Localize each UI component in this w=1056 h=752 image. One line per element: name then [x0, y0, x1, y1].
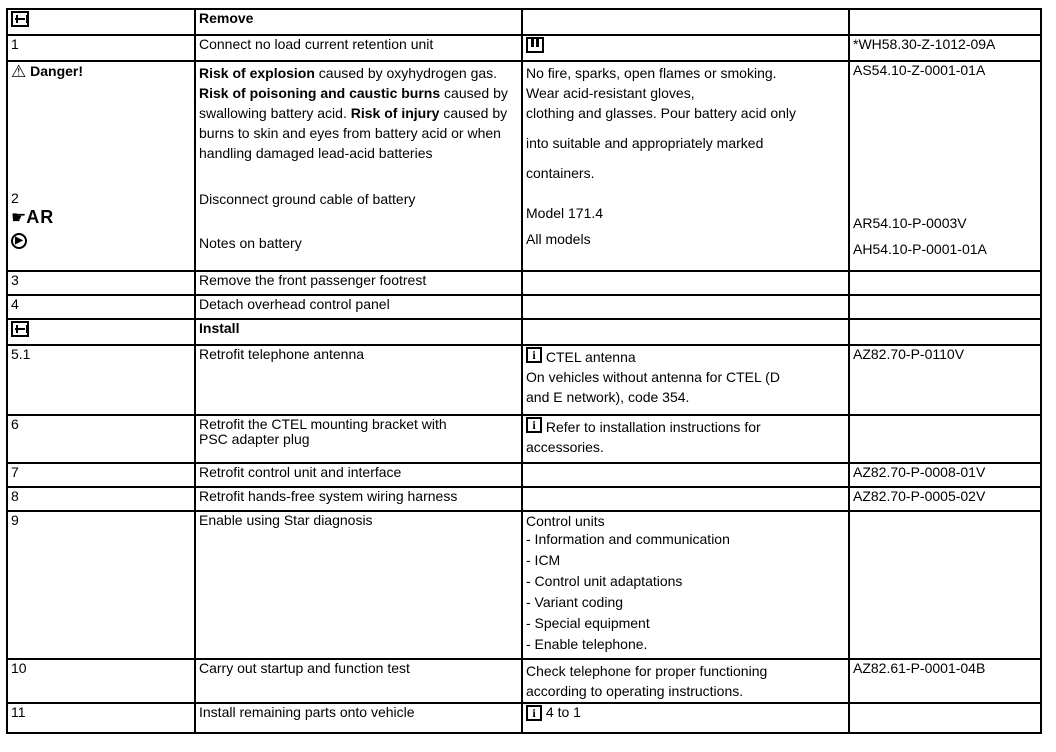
- list-item: - Special equipment: [526, 615, 650, 631]
- info-title: CTEL antenna: [545, 349, 636, 365]
- hazard-text: caused by oxyhydrogen gas.: [314, 65, 498, 81]
- info-text: Refer to installation instructions for: [545, 419, 761, 435]
- hazard-text: caused by burns to skin and eyes from battery acid or when handling damaged lead-acid batteries: [199, 105, 508, 161]
- circled-arrow-icon: ▶: [11, 233, 27, 249]
- list-item: - Information and communication: [526, 531, 730, 547]
- step-description: Install remaining parts onto vehicle: [195, 703, 522, 733]
- tool-icon: [526, 37, 544, 53]
- step-description: Retrofit control unit and interface: [195, 463, 522, 487]
- pointing-hand-icon: ☛: [11, 208, 27, 228]
- table-row: [7, 295, 1041, 319]
- install-heading: Install: [195, 319, 522, 345]
- step-description: Remove the front passenger footrest: [195, 271, 522, 295]
- reference-code: AH54.10-P-0001-01A: [853, 241, 987, 257]
- step-description: Retrofit hands-free system wiring harness: [195, 487, 522, 511]
- table-row: [7, 319, 1041, 345]
- list-item: - Variant coding: [526, 594, 624, 610]
- reference-code: *WH58.30-Z-1012-09A: [849, 35, 1041, 61]
- info-icon: i: [526, 417, 542, 433]
- step-description: Disconnect ground cable of battery: [199, 191, 416, 207]
- safety-note: Wear acid-resistant gloves,: [526, 85, 695, 101]
- step-number: 3: [7, 271, 195, 295]
- reference-code: AS54.10-Z-0001-01A: [853, 62, 986, 78]
- table-row: [7, 463, 1041, 487]
- step-number: 8: [7, 487, 195, 511]
- table-row: [7, 415, 1041, 463]
- safety-note: into suitable and appropriately marked: [526, 135, 764, 151]
- step-number: 11: [7, 703, 195, 733]
- warning-triangle-icon: ⚠: [11, 62, 27, 81]
- table-row: [7, 659, 1041, 703]
- step-description: PSC adapter plug: [199, 431, 310, 448]
- list-item: - Enable telephone.: [526, 636, 648, 652]
- step-description: Enable using Star diagnosis: [195, 511, 522, 659]
- test-note: according to operating instructions.: [526, 683, 744, 699]
- info-text: accessories.: [526, 439, 604, 455]
- step-number: 10: [7, 659, 195, 703]
- step-number: 1: [7, 35, 195, 61]
- model-label: Model 171.4: [526, 205, 604, 221]
- hazard-injury: Risk of injury: [350, 105, 440, 121]
- table-row: [7, 9, 1041, 35]
- step-number: 7: [7, 463, 195, 487]
- list-item: Control units: [526, 513, 605, 529]
- table-row: [7, 703, 1041, 733]
- info-icon: i: [526, 347, 542, 363]
- reference-code: AR54.10-P-0003V: [853, 215, 967, 231]
- remove-icon: [11, 11, 29, 27]
- step-description: Retrofit telephone antenna: [195, 345, 522, 415]
- table-row: [7, 345, 1041, 415]
- table-row: [7, 511, 1041, 659]
- list-item: - Control unit adaptations: [526, 573, 683, 589]
- ar-label: AR: [26, 207, 55, 228]
- step-number: 9: [7, 511, 195, 659]
- step-number: 5.1: [7, 345, 195, 415]
- step-number: 2: [11, 190, 19, 206]
- safety-note: containers.: [526, 165, 595, 181]
- reference-code: AZ82.70-P-0005-02V: [849, 487, 1041, 511]
- test-note: Check telephone for proper functioning: [526, 663, 768, 679]
- hazard-explosion: Risk of explosion: [199, 65, 315, 81]
- step-number: 4: [7, 295, 195, 319]
- table-row: [7, 271, 1041, 295]
- danger-label: Danger!: [30, 63, 84, 79]
- notes-description: Notes on battery: [199, 235, 302, 251]
- procedure-table: [6, 8, 1042, 734]
- step-description: Connect no load current retention unit: [195, 35, 522, 61]
- step-description: Carry out startup and function test: [195, 659, 522, 703]
- info-icon: i: [526, 705, 542, 721]
- info-text: On vehicles without antenna for CTEL (D: [526, 369, 780, 385]
- remove-heading: Remove: [195, 9, 522, 35]
- table-row: [7, 61, 1041, 271]
- step-description: Detach overhead control panel: [195, 295, 522, 319]
- step-number: 6: [7, 415, 195, 463]
- step-description: Retrofit the CTEL mounting bracket with: [199, 416, 447, 432]
- hazard-poisoning: Risk of poisoning and caustic burns: [199, 85, 441, 101]
- safety-note: clothing and glasses. Pour battery acid only: [526, 105, 797, 121]
- info-text: and E network), code 354.: [526, 389, 690, 405]
- reference-code: AZ82.61-P-0001-04B: [849, 659, 1041, 703]
- hazard-text: caused by swallowing battery acid.: [199, 85, 508, 121]
- info-text: 4 to 1: [545, 704, 581, 720]
- table-row: [7, 487, 1041, 511]
- reference-code: AZ82.70-P-0008-01V: [849, 463, 1041, 487]
- list-item: - ICM: [526, 552, 561, 568]
- models-label: All models: [526, 231, 591, 247]
- table-row: [7, 35, 1041, 61]
- reference-code: AZ82.70-P-0110V: [849, 345, 1041, 415]
- safety-note: No fire, sparks, open flames or smoking.: [526, 65, 777, 81]
- install-icon: [11, 321, 29, 337]
